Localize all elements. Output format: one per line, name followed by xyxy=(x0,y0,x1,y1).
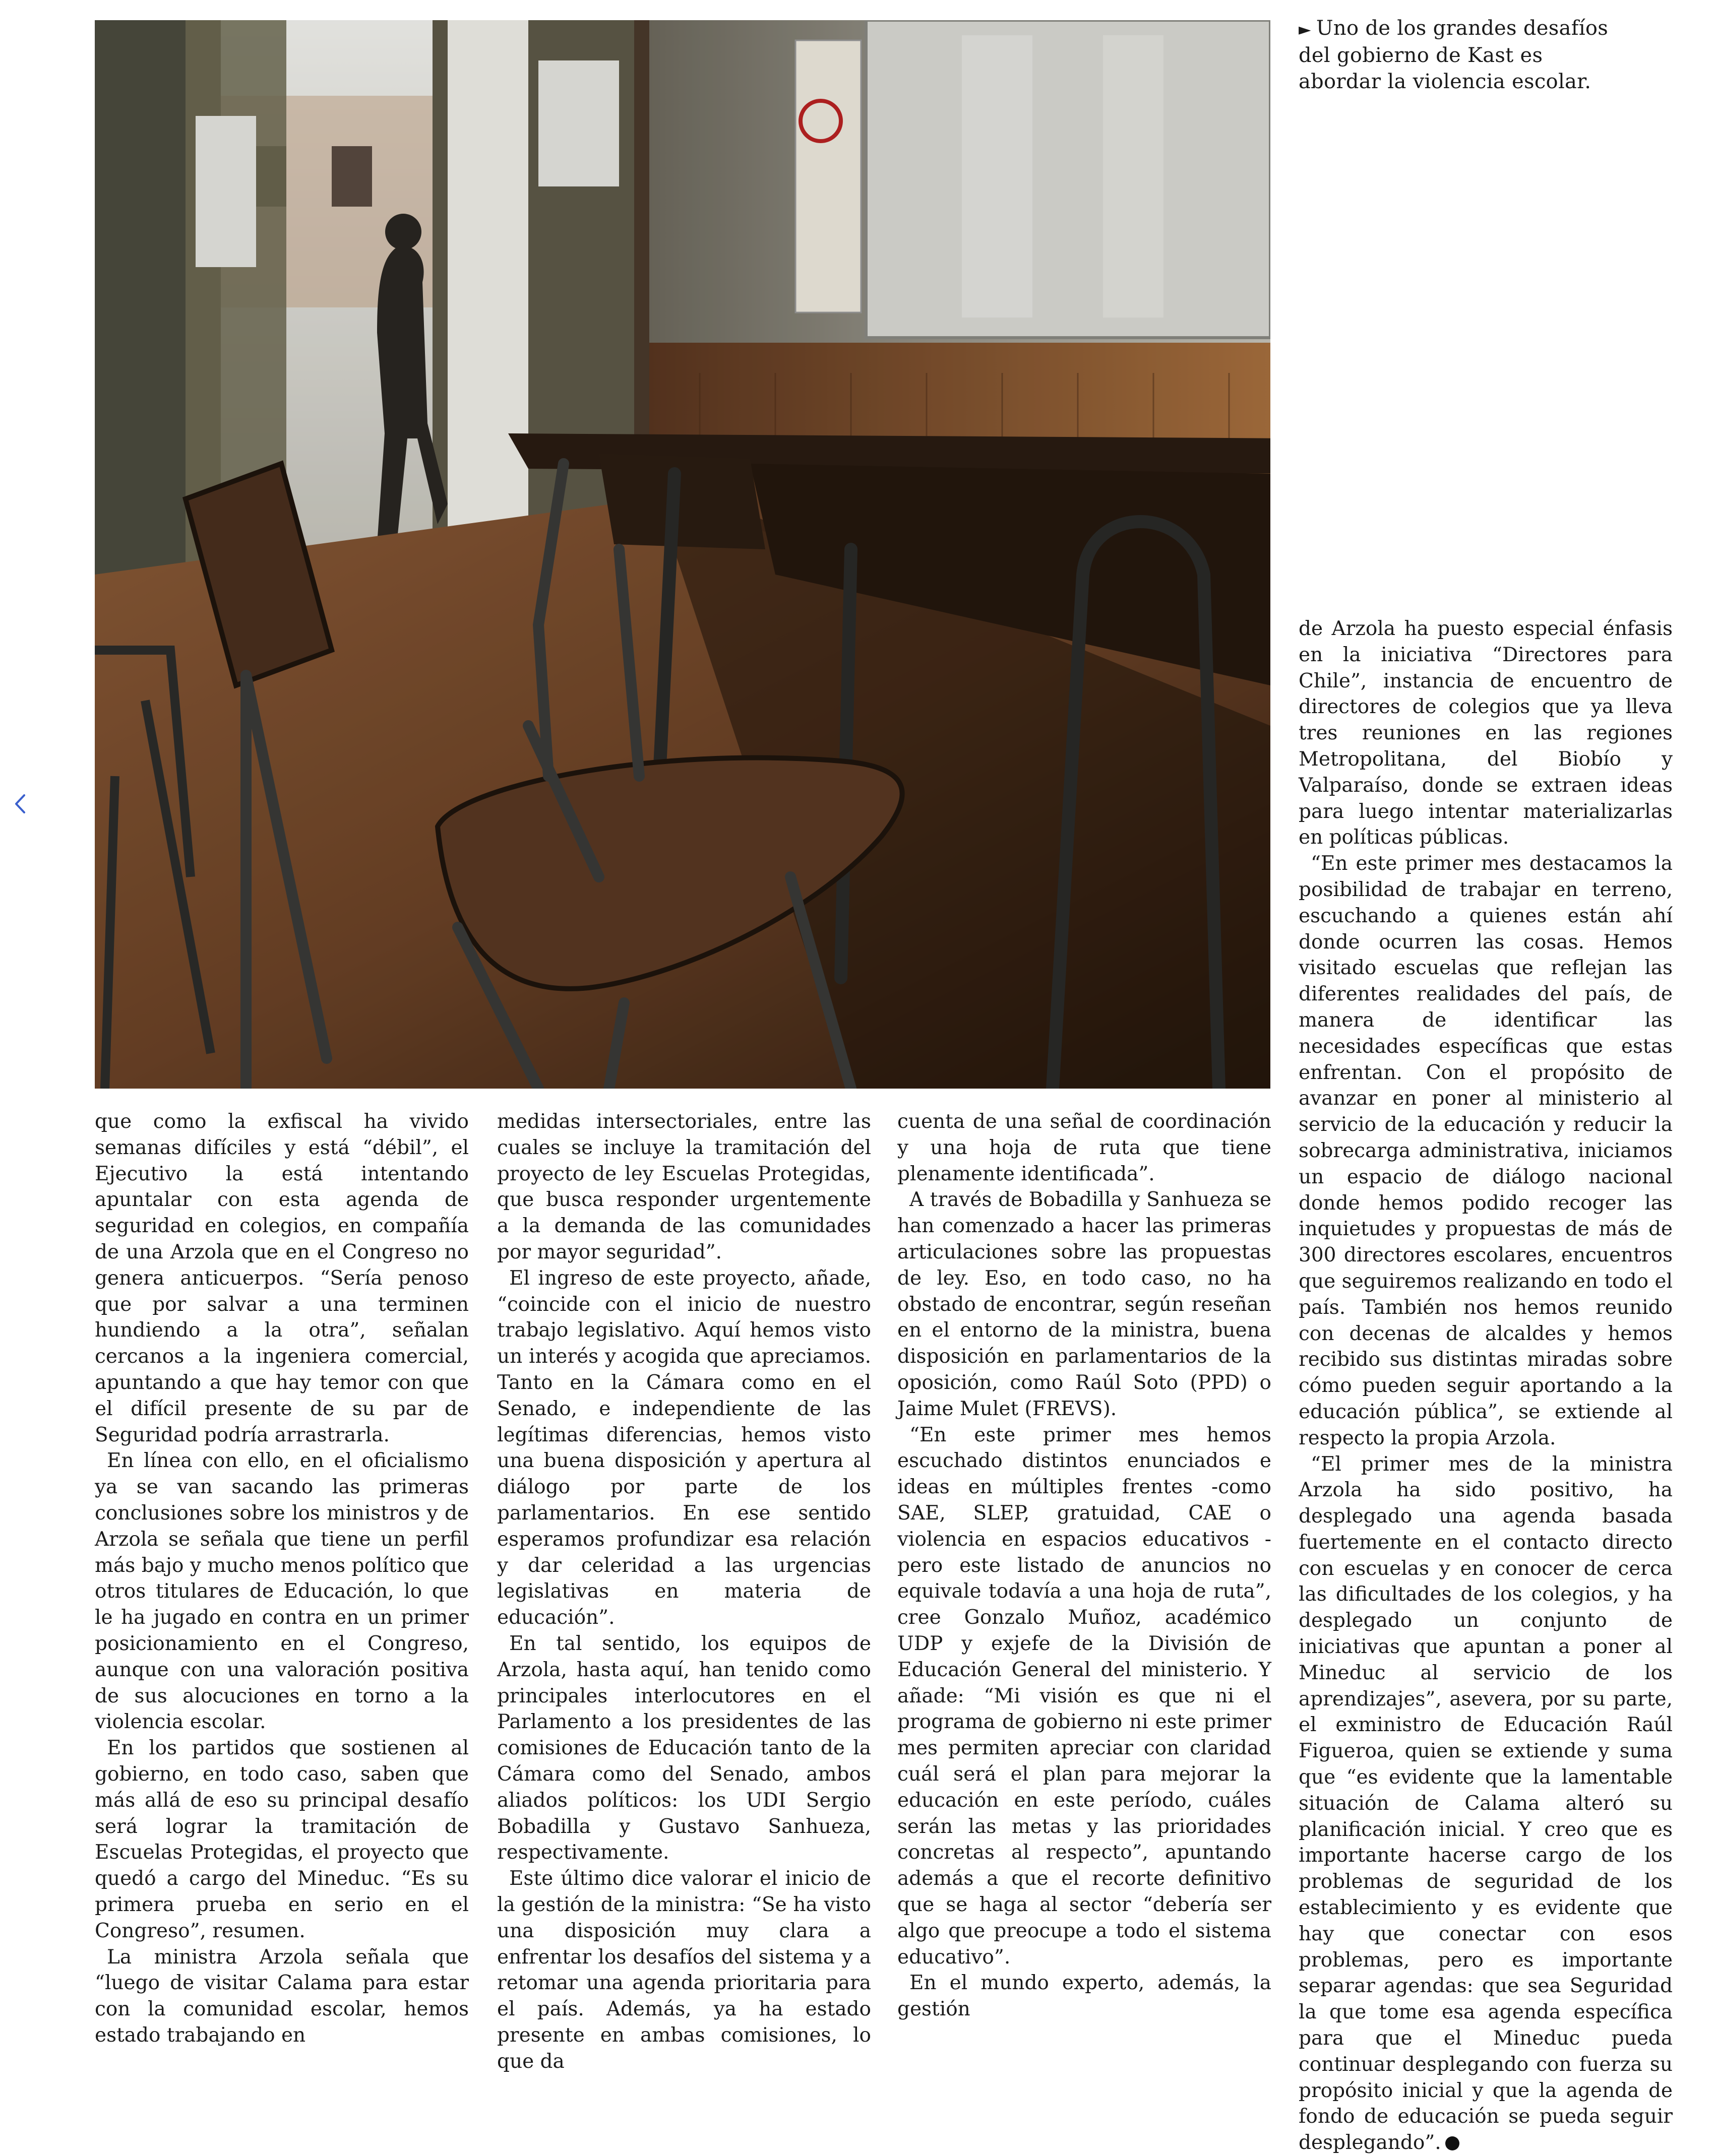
paragraph: En línea con ello, en el oficialismo ya se van sacando las primeras conclusiones sobre los ministros y de Arzola se señala que tiene un perfil más bajo y mucho menos político que otros titulares de Educación, lo que le ha jugado en contra en un primer posicionamiento en el Congreso, aunque con una valoración positiva de sus alocuciones en torno a la violencia escolar. xyxy=(95,1448,469,1735)
paragraph: cuenta de una señal de coordinación y una hoja de ruta que tiene plenamente identificada”. xyxy=(897,1109,1271,1187)
classroom-photo xyxy=(95,20,1270,1089)
article-column-2 xyxy=(497,1109,871,2074)
article-end-dot-icon xyxy=(1445,2136,1459,2150)
article-column-1 xyxy=(95,1109,469,2049)
caption-triangle-icon: ► xyxy=(1299,20,1311,39)
paragraph: “En este primer mes hemos escuchado distintos enunciados e ideas en múltiples frentes -como SAE, SLEP, gratuidad, CAE o violencia en espacios educativos - pero este listado de anuncios no equivale todavía a una hoja de ruta”, cree Gonzalo Muñoz, académico UDP y exjefe de la División de Educación General del ministerio. Y añade: “Mi visión es que ni el programa de gobierno ni este primer mes permiten apreciar con claridad cuál será el plan para mejorar la educación en este período, cuáles serán las metas y las prioridades concretas al respecto”, apuntando además a que el recorte definitivo que se haga al sector “debería ser algo que preocupe a todo el sistema educativo”. xyxy=(897,1422,1271,1971)
paragraph-final xyxy=(1299,1451,1673,2156)
paragraph: que como la exfiscal ha vivido semanas difíciles y está “débil”, el Ejecutivo la está intentando apuntalar con esta agenda de seguridad en colegios, en compañía de una Arzola que en el Congreso no genera anticuerpos. “Sería penoso que por salvar a una terminen hundiendo a la otra”, señalan cercanos a la ingeniera comercial, apuntando a que hay temor con que el difícil presente de su par de Seguridad podría arrastrarla. xyxy=(95,1109,469,1448)
photo-caption xyxy=(1299,15,1626,95)
article-column-4 xyxy=(1299,616,1673,2156)
paragraph: La ministra Arzola señala que “luego de visitar Calama para estar con la comunidad escolar, hemos estado trabajando en xyxy=(95,1944,469,2049)
article-column-3 xyxy=(897,1109,1271,2022)
paragraph: A través de Bobadilla y Sanhueza se han comenzado a hacer las primeras articulaciones sobre las propuestas de ley. Eso, en todo caso, no ha obstado de encontrar, según reseñan en el entorno de la ministra, buena disposición en parlamentarios de la oposición, como Raúl Soto (PPD) o Jaime Mulet (FREVS). xyxy=(897,1187,1271,1422)
paragraph-text: “El primer mes de la ministra Arzola ha sido positivo, ha desplegado una agenda basada fuertemente en el contacto directo con escuelas y en conocer de cerca las dificultades de los colegios, y ha desplegado un conjunto de iniciativas que apuntan a poner al Mineduc al servicio de los aprendizajes”, asevera, por su parte, el exministro de Educación Raúl Figueroa, quien se extiende y suma que “es evidente que la lamentable situación de Calama alteró su planificación inicial. Y creo que es importante hacerse cargo de los problemas de seguridad de los establecimiento y es evidente que hay que conectar con esos problemas, pero es importante separar agendas: que sea Seguridad la que tome esa agenda específica para que el Mineduc pueda continuar desplegando con fuerza su propósito inicial y que la agenda de fondo de educación se pueda seguir desplegando”. xyxy=(1299,1453,1673,2154)
caption-text: Uno de los grandes desafíos del gobierno de Kast es abordar la violencia escolar. xyxy=(1299,17,1608,93)
paragraph: medidas intersectoriales, entre las cuales se incluye la tramitación del proyecto de ley Escuelas Protegidas, que busca responder urgentemente a la demanda de las comunidades por mayor seguridad”. xyxy=(497,1109,871,1265)
paragraph: El ingreso de este proyecto, añade, “coincide con el inicio de nuestro trabajo legislativo. Aquí hemos visto un interés y acogida que apreciamos. Tanto en la Cámara como en el Senado, e independiente de las legítimas diferencias, hemos visto una buena disposición y apertura al diálogo por parte de los parlamentarios. En ese sentido esperamos profundizar esa relación y dar celeridad a las urgencias legislativas en materia de educación”. xyxy=(497,1265,871,1631)
paragraph: “En este primer mes destacamos la posibilidad de trabajar en terreno, escuchando a quienes están ahí donde ocurren las cosas. Hemos visitado escuelas que reflejan las diferentes realidades del país, de manera de identificar las necesidades específicas que estas enfrentan. Con el propósito de avanzar en poner al ministerio al servicio de la educación y reducir la sobrecarga administrativa, iniciamos un espacio de diálogo nacional donde hemos podido recoger las inquietudes y propuestas de más de 300 directores escolares, encuentros que seguiremos realizando en todo el país. También nos hemos reunido con decenas de alcaldes y hemos recibido sus distintas miradas sobre cómo pueden seguir aportando a la educación pública”, se extiende al respecto la propia Arzola. xyxy=(1299,851,1673,1451)
previous-page-chevron-left-icon[interactable] xyxy=(10,791,30,816)
paragraph: En tal sentido, los equipos de Arzola, hasta aquí, han tenido como principales interlocutores en el Parlamento a los presidentes de las comisiones de Educación tanto de la Cámara como del Senado, ambos aliados políticos: los UDI Sergio Bobadilla y Gustavo Sanhueza, respectivamente. xyxy=(497,1631,871,1866)
paragraph: En los partidos que sostienen al gobierno, en todo caso, saben que más allá de eso su principal desafío será lograr la tramitación de Escuelas Protegidas, el proyecto que quedó a cargo del Mineduc. “Es su primera prueba en serio en el Congreso”, resumen. xyxy=(95,1735,469,1944)
paragraph: de Arzola ha puesto especial énfasis en la iniciativa “Directores para Chile”, instancia de encuentro de directores de colegios que ya lleva tres reuniones en las regiones Metropolitana, del Biobío y Valparaíso, donde se extraen ideas para luego intentar materializarlas en políticas públicas. xyxy=(1299,616,1673,851)
paragraph: En el mundo experto, además, la gestión xyxy=(897,1970,1271,2022)
paragraph: Este último dice valorar el inicio de la gestión de la ministra: “Se ha visto una disposición muy clara a enfrentar los desafíos del sistema y a retomar una agenda prioritaria para el país. Además, ya ha estado presente en ambas comisiones, lo que da xyxy=(497,1866,871,2074)
